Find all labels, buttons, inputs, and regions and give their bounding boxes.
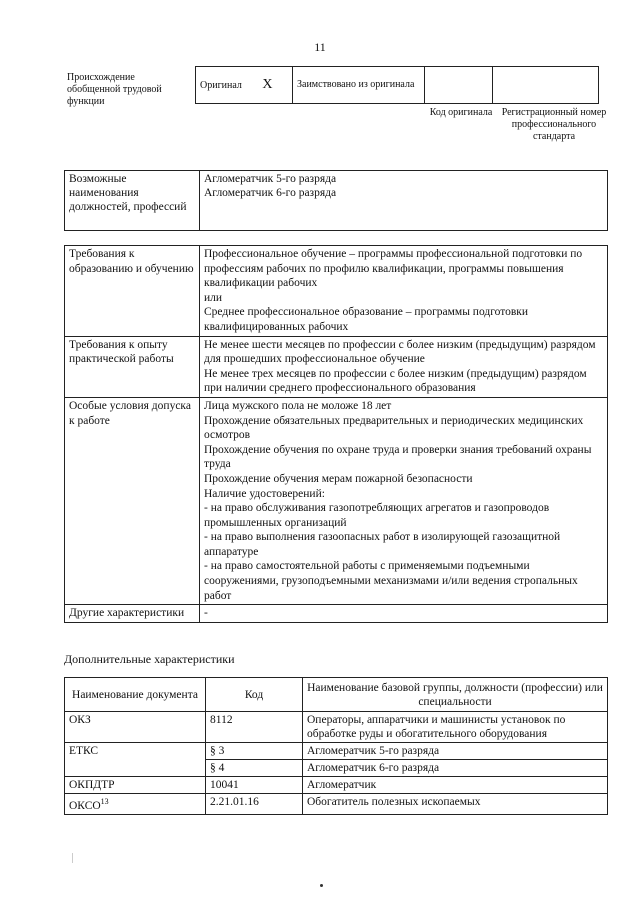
origin-reg-caption: Регистрационный номер профессионального стандарта (501, 107, 607, 142)
req-other-value: - (200, 605, 608, 623)
okz-name: Операторы, аппаратчики и машинисты установок по обработке руды и обогатительного оборудования (303, 712, 608, 743)
req-other-label: Другие характеристики (65, 605, 200, 623)
req-line: Прохождение обучения мерам пожарной безопасности (204, 472, 473, 485)
req-admission-label: Особые условия допуска к работе (65, 397, 200, 604)
page-number: 11 (314, 40, 326, 54)
extra-table (64, 677, 608, 815)
origin-borrowed: Заимствовано из оригинала (293, 67, 425, 104)
req-line: - на право выполнения газоопасных работ в изолирующей газозащитной аппаратуре (204, 531, 561, 558)
requirements-table (64, 245, 608, 623)
extra-header-doc: Наименование документа (65, 678, 206, 712)
req-line: Лица мужского пола не моложе 18 лет (204, 399, 392, 412)
okso-name: Обогатитель полезных ископаемых (303, 794, 608, 815)
req-education-label: Требования к образованию и обучению (65, 246, 200, 337)
scan-mark (72, 853, 73, 863)
req-line: - на право самостоятельной работы с применяемыми подъемными сооружениями, грузоподъемными механизмами и/или ведения стропальных работ (204, 560, 578, 602)
req-line: Профессиональное обучение – программы профессиональной подготовки по профессиям рабочих по профилю квалификации, программы повышения квалификации рабочих (204, 248, 583, 290)
extra-section-title: Дополнительные характеристики (64, 652, 235, 666)
req-line: Среднее профессиональное образование – программы подготовки квалифицированных рабочих (204, 306, 529, 333)
req-experience-label: Требования к опыту практической работы (65, 336, 200, 397)
titles-label: Возможные наименования должностей, профессий (65, 171, 200, 231)
okso-footnote-ref: 13 (100, 797, 109, 806)
okpdtr-doc: ОКПДТР (65, 777, 206, 794)
titles-values (200, 171, 608, 231)
origin-original: Оригинал (200, 79, 242, 91)
etks-code: § 3 (206, 743, 303, 760)
origin-mark: X (262, 76, 273, 92)
req-experience-value (200, 336, 608, 397)
req-line: - на право обслуживания газопотребляющих агрегатов и газопроводов промышленных организаций (204, 502, 550, 529)
etks-name: Агломератчик 5-го разряда (303, 743, 608, 760)
titles-table (64, 170, 608, 231)
req-line: Прохождение обучения по охране труда и проверки знания требований охраны труда (204, 443, 592, 471)
req-line: Наличие удостоверений: (204, 487, 325, 500)
extra-header-code: Код (206, 678, 303, 712)
okpdtr-code: 10041 (206, 777, 303, 794)
title-item: Агломератчик 6-го разряда (204, 187, 337, 199)
req-admission-value (200, 397, 608, 604)
req-line: Не менее шести месяцев по профессии с более низким (предыдущим) разрядом для прошедших профессиональное обучение (204, 338, 596, 366)
scan-dot (320, 884, 323, 887)
origin-original-cell (196, 67, 293, 104)
title-item: Агломератчик 5-го разряда (204, 173, 337, 185)
extra-header-name: Наименование базовой группы, должности (профессии) или специальности (303, 678, 608, 712)
origin-code-caption: Код оригинала (429, 107, 493, 118)
okso-code: 2.21.01.16 (206, 794, 303, 815)
okpdtr-name: Агломератчик (303, 777, 608, 794)
okso-doc-cell (65, 794, 206, 815)
okz-doc: ОКЗ (65, 712, 206, 743)
origin-reg-cell (493, 67, 599, 104)
okso-doc: ОКСО (69, 799, 101, 812)
origin-code-cell (425, 67, 493, 104)
etks-doc: ЕТКС (65, 743, 206, 777)
etks-code: § 4 (206, 760, 303, 777)
req-line: Не менее трех месяцев по профессии с более низким (предыдущим) разрядом при наличии среднего профессионального образования (204, 367, 587, 395)
origin-label: Происхождение обобщенной трудовой функции (67, 72, 162, 107)
req-education-value (200, 246, 608, 337)
okz-code: 8112 (206, 712, 303, 743)
etks-name: Агломератчик 6-го разряда (303, 760, 608, 777)
req-line: или (204, 291, 223, 304)
req-line: Прохождение обязательных предварительных и периодических медицинских осмотров (204, 414, 584, 442)
origin-table (195, 66, 599, 104)
